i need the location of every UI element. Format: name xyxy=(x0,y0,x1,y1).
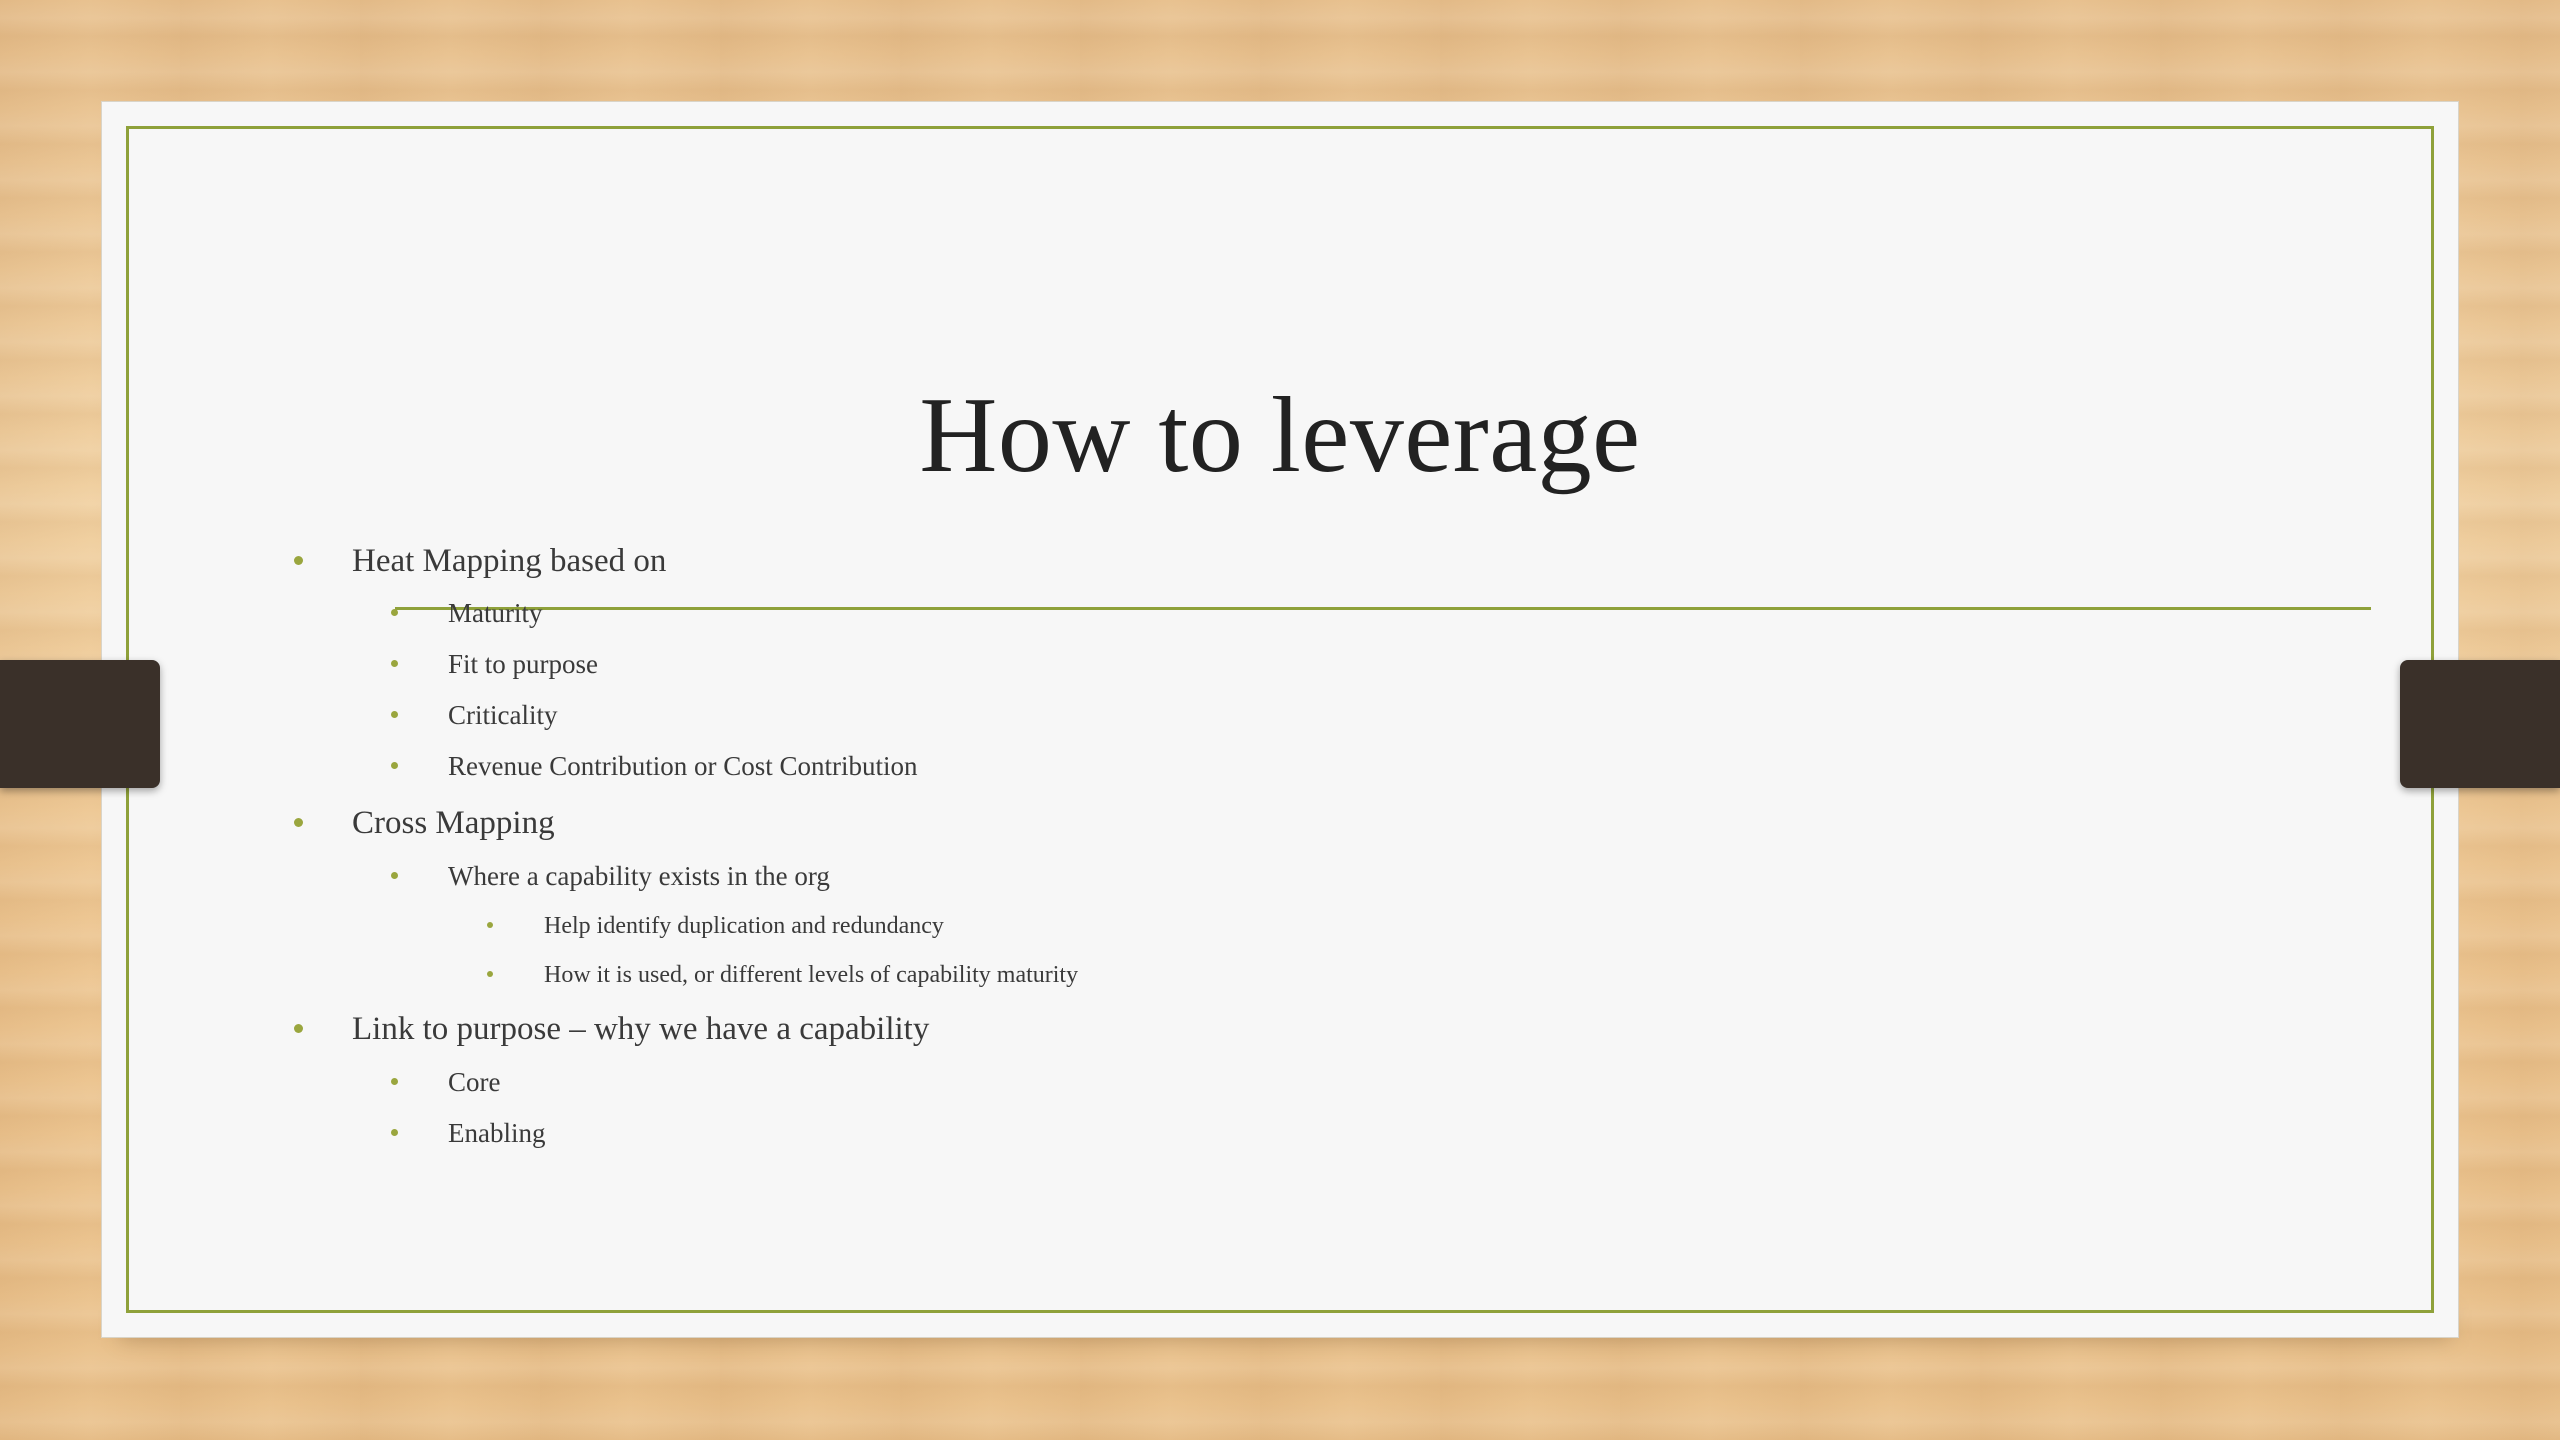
bullet-dot-icon xyxy=(294,818,303,827)
bullet-text: Link to purpose – why we have a capability xyxy=(352,1011,930,1047)
bullet-text: Core xyxy=(448,1067,501,1097)
bullet-item xyxy=(352,807,555,840)
bullet-item xyxy=(448,753,917,780)
bullet-dot-icon xyxy=(391,609,398,616)
bullet-dot-icon xyxy=(391,711,398,718)
bullet-item xyxy=(448,1120,545,1147)
bullet-dot-icon xyxy=(391,762,398,769)
bullet-text: Enabling xyxy=(448,1118,546,1148)
bullet-dot-icon xyxy=(487,971,493,977)
bullet-item xyxy=(448,600,543,627)
bullet-item xyxy=(448,702,557,729)
bullet-text: Cross Mapping xyxy=(352,805,555,841)
left-binder-clip xyxy=(0,660,160,788)
bullet-text: How it is used, or different levels of capability maturity xyxy=(544,962,1079,988)
bullet-dot-icon xyxy=(294,556,303,565)
bullet-text: Heat Mapping based on xyxy=(352,543,667,579)
bullet-item xyxy=(544,963,1078,987)
bullet-item xyxy=(448,1069,500,1096)
bullet-text: Fit to purpose xyxy=(448,649,599,679)
bullet-text: Where a capability exists in the org xyxy=(448,861,830,891)
bullet-dot-icon xyxy=(391,1129,398,1136)
bullet-item xyxy=(448,651,598,678)
bullet-item xyxy=(352,545,666,578)
bullet-dot-icon xyxy=(391,872,398,879)
bullet-text: Criticality xyxy=(448,700,558,730)
bullet-text: Revenue Contribution or Cost Contribution xyxy=(448,751,918,781)
bullet-list xyxy=(102,102,2458,1337)
bullet-dot-icon xyxy=(294,1024,303,1033)
right-binder-clip xyxy=(2400,660,2560,788)
bullet-text: Maturity xyxy=(448,598,543,628)
bullet-item xyxy=(352,1013,929,1046)
bullet-item xyxy=(544,914,944,938)
bullet-dot-icon xyxy=(487,922,493,928)
bullet-item xyxy=(448,863,830,890)
bullet-text: Help identify duplication and redundancy xyxy=(544,913,944,939)
slide xyxy=(101,101,2459,1338)
bullet-dot-icon xyxy=(391,1078,398,1085)
bullet-dot-icon xyxy=(391,660,398,667)
slide-title: How to leverage xyxy=(919,376,1641,495)
